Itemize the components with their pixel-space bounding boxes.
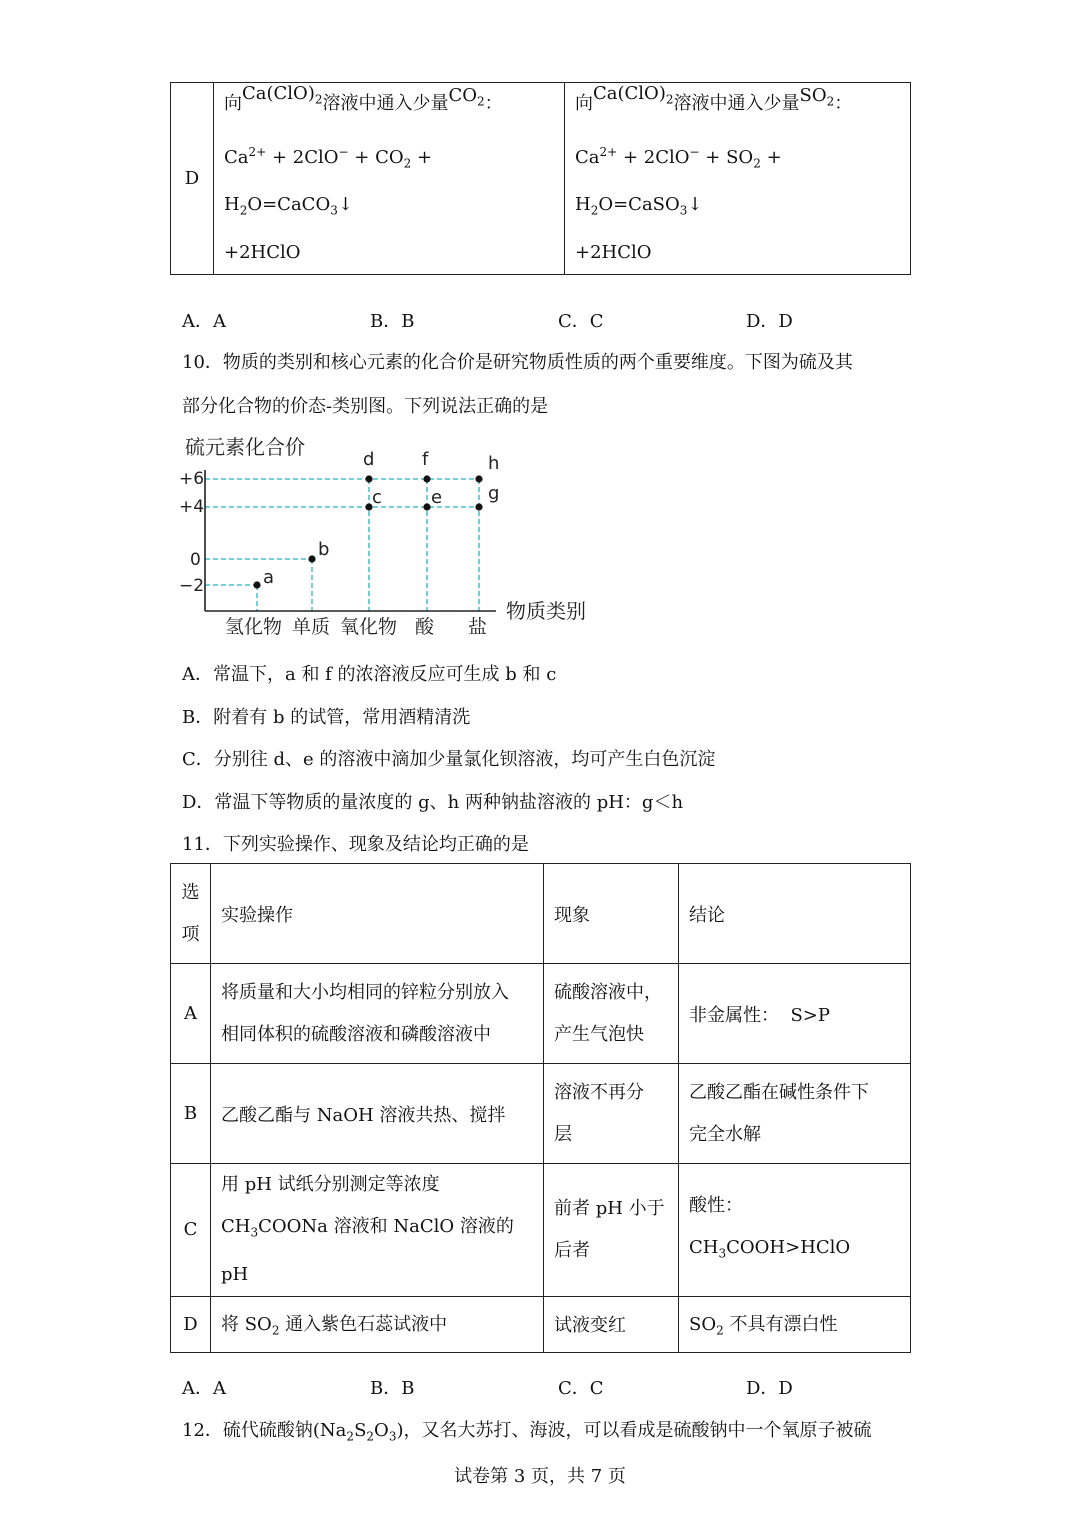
chart-tick-x-salt: 盐 — [468, 616, 488, 638]
chart-tick-x-acid: 酸 — [415, 616, 435, 638]
q11-row-d-operation: 将 $SO_2$ 通入紫色石蕊试液中 — [211, 1296, 544, 1352]
chart-point-label-b: b — [318, 539, 330, 560]
q12-stem: 12．硫代硫酸钠$(Na_2S_2O_3)$，又名大苏打、海波，可以看成是硫酸钠中一个氧原子被硫 — [182, 1420, 872, 1444]
q9-right-equation: $Ca^{2+} + 2ClO^- + SO_2$ + $H_2O=CaSO_3↓$ — [575, 144, 782, 218]
q11-option-d[interactable]: D．D — [746, 1378, 793, 1399]
q11-option-b[interactable]: B．B — [370, 1378, 415, 1399]
chart-point-d — [365, 475, 372, 482]
q11-header-conclusion: 结论 — [679, 864, 911, 964]
q11-row-c — [171, 1164, 911, 1297]
q9-option-d[interactable]: D．D — [746, 311, 793, 332]
page-footer: 试卷第 3 页，共 7 页 — [454, 1466, 626, 1487]
chart-ylabel: 硫元素化合价 — [185, 435, 305, 459]
q10-stem-line2: 部分化合物的价态-类别图。下列说法正确的是 — [182, 396, 549, 417]
q11-row-b-conclusion: 乙酸乙酯在碱性条件下 完全水解 — [679, 1064, 911, 1164]
q11-row-d — [171, 1296, 911, 1352]
q11-header-row — [171, 864, 911, 964]
chart-xlabel: 物质类别 — [506, 599, 586, 623]
chart-point-label-c: c — [372, 487, 382, 508]
chart-point-label-g: g — [488, 483, 500, 504]
valence-category-chart — [170, 428, 610, 643]
q9-option-a[interactable]: A．A — [182, 311, 226, 332]
q10-stem-line1: 10．物质的类别和核心元素的化合价是研究物质性质的两个重要维度。下图为硫及其 — [182, 352, 853, 373]
q9-left-line3: +2HClO — [224, 241, 301, 263]
q11-row-b-label: B — [171, 1064, 211, 1164]
q9-right-line1: 向$Ca(ClO)_2$溶液中通入少量$SO_2$： — [575, 83, 853, 114]
q9-row-label: D — [171, 83, 214, 275]
q10-option-a[interactable]: A．常温下，a 和 f 的浓溶液反应可生成 b 和 c — [182, 664, 557, 685]
q11-header-operation: 实验操作 — [211, 864, 544, 964]
q9-table — [170, 82, 911, 275]
q11-option-c[interactable]: C．C — [558, 1378, 604, 1399]
q9-left-cell — [214, 83, 565, 275]
chart-point-label-d: d — [363, 449, 375, 470]
q11-row-a-label: A — [171, 964, 211, 1064]
q9-left-line1: 向$Ca(ClO)_2$溶液中通入少量$CO_2$： — [224, 83, 503, 114]
chart-point-label-f: f — [422, 449, 429, 470]
q11-row-d-phenomenon: 试液变红 — [544, 1296, 679, 1352]
q10-option-d[interactable]: D．常温下等物质的量浓度的 g、h 两种钠盐溶液的 pH：g＜h — [182, 792, 684, 813]
q11-row-a-conclusion: 非金属性： S>P — [679, 964, 911, 1064]
chart-point-h — [475, 475, 482, 482]
chart-point-e — [423, 503, 430, 510]
q11-row-c-conclusion: 酸性： $CH_3COOH>HClO$ — [679, 1164, 911, 1297]
q11-row-a-operation: 将质量和大小均相同的锌粒分别放入 相同体积的硫酸溶液和磷酸溶液中 — [211, 964, 544, 1064]
q10-option-b[interactable]: B．附着有 b 的试管，常用酒精清洗 — [182, 707, 471, 728]
chart-point-f — [423, 475, 430, 482]
q9-option-c[interactable]: C．C — [558, 311, 604, 332]
chart-tick-y-zero: 0 — [190, 550, 201, 570]
q9-right-cell — [565, 83, 911, 275]
q11-row-c-operation: 用 pH 试纸分别测定等浓度 $CH_3COONa$ 溶液和 NaClO 溶液的 pH — [211, 1164, 544, 1297]
q9-option-b[interactable]: B．B — [370, 311, 415, 332]
chart-point-b — [308, 555, 315, 562]
q11-row-b-operation: 乙酸乙酯与 NaOH 溶液共热、搅拌 — [211, 1064, 544, 1164]
q11-option-a[interactable]: A．A — [182, 1378, 226, 1399]
q10-option-c[interactable]: C．分别往 d、e 的溶液中滴加少量氯化钡溶液，均可产生白色沉淀 — [182, 749, 716, 770]
q11-row-b — [171, 1064, 911, 1164]
chart-point-label-h: h — [488, 453, 500, 474]
chart-tick-x-oxide: 氧化物 — [340, 616, 398, 638]
chart-tick-y-plus4: +4 — [179, 497, 205, 517]
q11-table — [170, 863, 911, 1353]
q11-row-c-label: C — [171, 1164, 211, 1297]
chart-tick-x-element: 单质 — [292, 616, 331, 638]
q11-row-c-phenomenon: 前者 pH 小于 后者 — [544, 1164, 679, 1297]
q11-stem: 11．下列实验操作、现象及结论均正确的是 — [182, 834, 529, 855]
q11-row-b-phenomenon: 溶液不再分 层 — [544, 1064, 679, 1164]
q11-row-a — [171, 964, 911, 1064]
q11-row-a-phenomenon: 硫酸溶液中， 产生气泡快 — [544, 964, 679, 1064]
chart-tick-y-minus2: −2 — [179, 576, 205, 596]
q11-row-d-conclusion: $SO_2$ 不具有漂白性 — [679, 1296, 911, 1352]
q9-right-line3: +2HClO — [575, 241, 652, 263]
q11-row-d-label: D — [171, 1296, 211, 1352]
chart-tick-y-plus6: +6 — [179, 469, 205, 489]
q9-left-equation: $Ca^{2+} + 2ClO^- + CO_2$ + $H_2O=CaCO_3↓$ — [224, 144, 433, 218]
q11-header-phenomenon: 现象 — [544, 864, 679, 964]
chart-point-label-e: e — [431, 487, 443, 508]
chart-point-g — [475, 503, 482, 510]
chart-point-label-a: a — [263, 567, 275, 588]
chart-tick-x-hydride: 氢化物 — [225, 616, 283, 638]
q11-header-option: 选 项 — [171, 864, 211, 964]
chart-point-a — [253, 581, 260, 588]
